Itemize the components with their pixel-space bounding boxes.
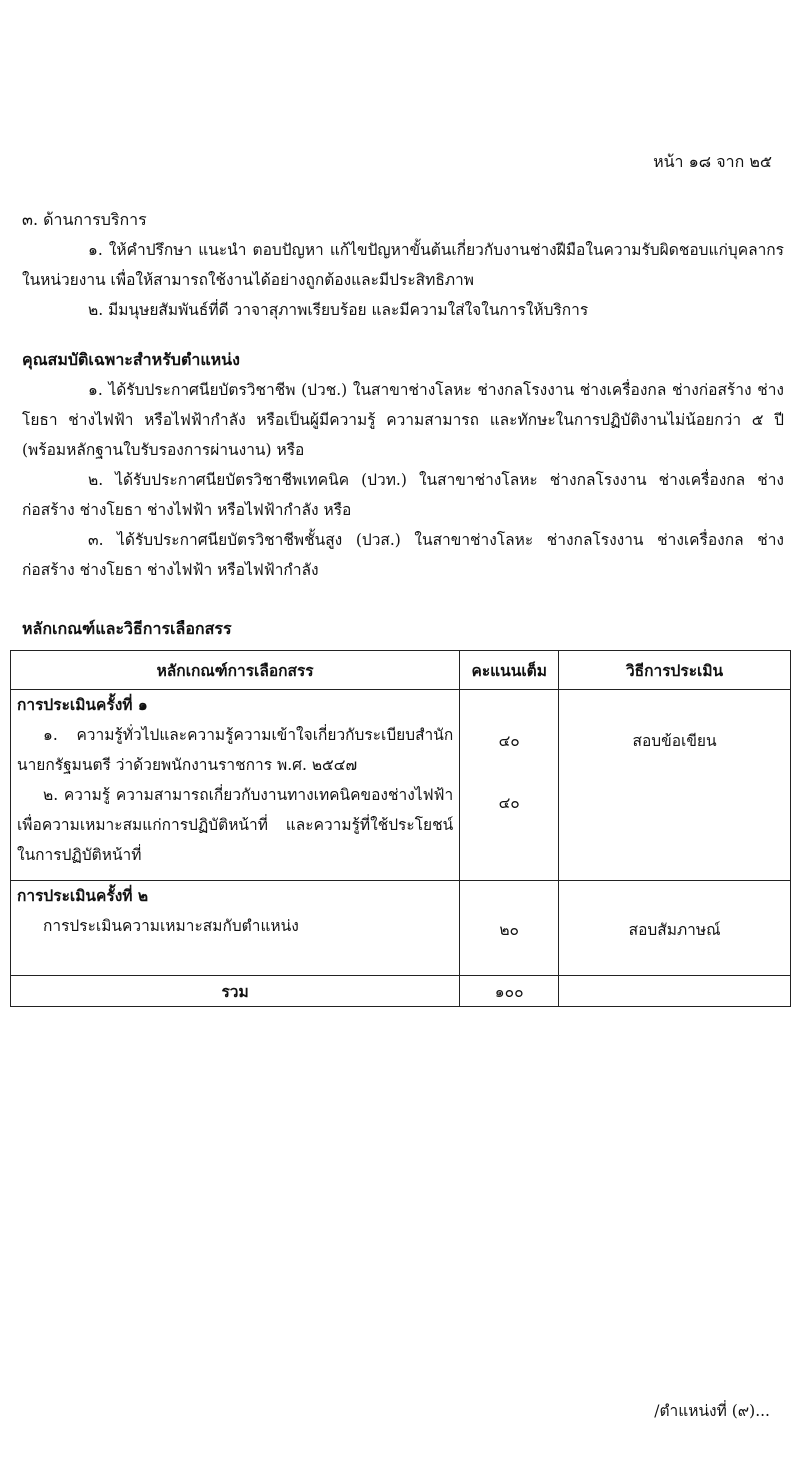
service-item: ๑. ให้คำปรึกษา แนะนำ ตอบปัญหา แก้ไขปัญหาขั้นต้นเกี่ยวกับงานช่างฝีมือในความรับผิดชอบแก่บุคลากรในหน่วยงาน เพื่อให้สามารถใช้งานได้อย่างถูกต้องและมีประสิทธิภาพ xyxy=(22,241,784,289)
round-1-method: สอบข้อเขียน xyxy=(632,732,717,750)
header-score: คะแนนเต็ม xyxy=(460,651,559,690)
total-label: รวม xyxy=(11,976,460,1007)
criteria-title: หลักเกณฑ์และวิธีการเลือกสรร xyxy=(22,619,232,638)
round-1-cell xyxy=(11,690,460,881)
qualification-item: ๓. ได้รับประกาศนียบัตรวิชาชีพชั้นสูง (ปวส.) ในสาขาช่างโลหะ ช่างกลโรงงาน ช่างเครื่องกล ช่างก่อสร้าง ช่างโยธา ช่างไฟฟ้า หรือไฟฟ้ากำลัง xyxy=(22,531,784,579)
round-2-cell xyxy=(11,881,460,976)
round-1-item-1-score: ๔๐ xyxy=(498,732,520,750)
table-row xyxy=(11,881,791,976)
round-2-method-cell xyxy=(559,881,791,976)
table-header-row xyxy=(11,651,791,690)
criteria-table xyxy=(10,650,791,1007)
total-score: ๑๐๐ xyxy=(460,976,559,1007)
qualifications-section xyxy=(22,345,784,585)
round-2-title: การประเมินครั้งที่ ๒ xyxy=(17,886,149,905)
continuation-note: /ตำแหน่งที่ (๙)... xyxy=(654,1402,770,1420)
round-1-title: การประเมินครั้งที่ ๑ xyxy=(17,695,148,714)
header-criteria: หลักเกณฑ์การเลือกสรร xyxy=(11,651,460,690)
qualification-item: ๒. ได้รับประกาศนียบัตรวิชาชีพเทคนิค (ปวท.) ในสาขาช่างโลหะ ช่างกลโรงงาน ช่างเครื่องกล ช่างก่อสร้าง ช่างโยธา ช่างไฟฟ้า หรือไฟฟ้ากำลัง หรือ xyxy=(22,471,784,519)
round-2-method: สอบสัมภาษณ์ xyxy=(628,921,721,939)
round-2-item-1-score: ๒๐ xyxy=(499,921,520,939)
round-1-item-2-score: ๔๐ xyxy=(498,794,520,812)
round-1-score-cell xyxy=(460,690,559,881)
round-2-score-cell xyxy=(460,881,559,976)
service-section xyxy=(22,205,784,325)
round-1-item-1: ๑. ความรู้ทั่วไปและความรู้ความเข้าใจเกี่ยวกับระเบียบสำนักนายกรัฐมนตรี ว่าด้วยพนักงานราชการ พ.ศ. ๒๕๔๗ xyxy=(17,726,454,774)
table-row xyxy=(11,690,791,881)
page-number: หน้า ๑๘ จาก ๒๕ xyxy=(653,152,772,171)
round-1-method-cell xyxy=(559,690,791,881)
table-total-row xyxy=(11,976,791,1007)
round-2-item-1: การประเมินความเหมาะสมกับตำแหน่ง xyxy=(43,917,299,935)
header-method: วิธีการประเมิน xyxy=(559,651,791,690)
service-section-title: ๓. ด้านการบริการ xyxy=(22,210,147,229)
total-method-empty xyxy=(559,976,791,1007)
qualifications-title: คุณสมบัติเฉพาะสำหรับตำแหน่ง xyxy=(22,350,240,369)
round-1-item-2: ๒. ความรู้ ความสามารถเกี่ยวกับงานทางเทคนิคของช่างไฟฟ้า เพื่อความเหมาะสมแก่การปฏิบัติหน้าที่ และความรู้ที่ใช้ประโยชน์ในการปฏิบัติหน้าที่ xyxy=(17,786,454,864)
qualification-item: ๑. ได้รับประกาศนียบัตรวิชาชีพ (ปวช.) ในสาขาช่างโลหะ ช่างกลโรงงาน ช่างเครื่องกล ช่างก่อสร้าง ช่างโยธา ช่างไฟฟ้า หรือไฟฟ้ากำลัง หรือเป็นผู้มีความรู้ ความสามารถ และทักษะในการปฏิบัติงานไม่น้อยกว่า ๕ ปี (พร้อมหลักฐานใบรับรองการผ่านงาน) หรือ xyxy=(22,381,784,459)
service-item: ๒. มีมนุษยสัมพันธ์ที่ดี วาจาสุภาพเรียบร้อย และมีความใส่ใจในการให้บริการ xyxy=(88,301,589,319)
